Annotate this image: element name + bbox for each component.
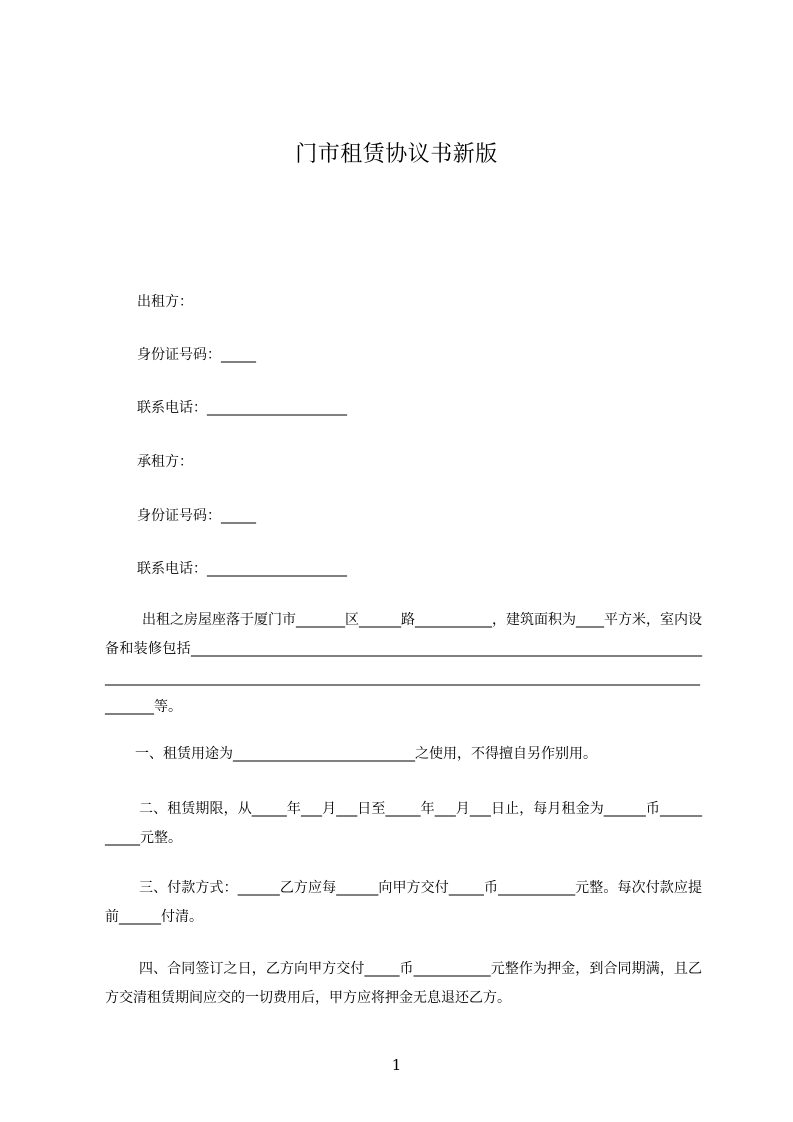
page-number: 1 — [391, 1056, 402, 1074]
document-title: 门市租赁协议书新版 — [295, 142, 498, 167]
property-clause: 出租之房屋座落于厦门市_______区______路___________，建筑面积为____平方米，室内设备和装修包括_____________________________________________________________________________________________________________________________________________________________________等。 — [105, 612, 702, 715]
use-clause: 一、租赁用途为__________________________之使用，不得擅自另作别用。 — [135, 746, 597, 762]
lessee-phone-field: 联系电话：____________________ — [137, 561, 347, 577]
deposit-clause: 四、合同签订之日，乙方向甲方交付_____币___________元整作为押金，到合同期满，且乙方交清租赁期间应交的一切费用后，甲方应将押金无息退还乙方。 — [105, 961, 702, 1006]
lessor-id-field: 身份证号码：_____ — [137, 347, 256, 363]
lessor-phone-field: 联系电话：____________________ — [137, 400, 347, 416]
lessor-label: 出租方： — [137, 294, 193, 310]
term-clause: 二、租赁期限，从_____年___月___日至_____年___月___日止，每月租金为______币___________元整。 — [105, 801, 702, 846]
payment-clause: 三、付款方式：______乙方应每______向甲方交付_____币___________元整。每次付款应提前______付清。 — [105, 880, 702, 925]
lessee-label: 承租方： — [137, 454, 193, 470]
lessee-id-field: 身份证号码：_____ — [137, 508, 256, 524]
